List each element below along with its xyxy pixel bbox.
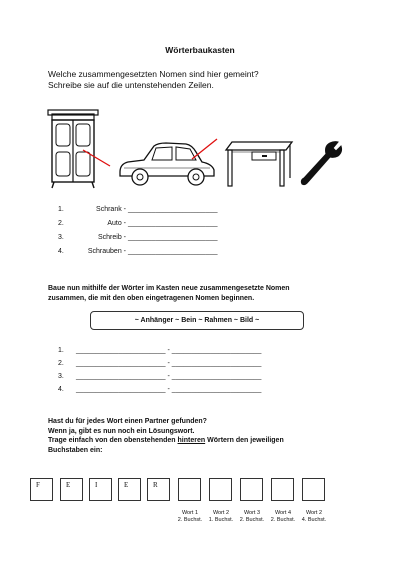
answer-line[interactable]: _______________________	[127, 220, 218, 227]
list-item: 4. Schrauben - _______________________	[58, 248, 218, 255]
caption-word-2: Wort 2 1. Buchst.	[208, 510, 234, 523]
answer-line[interactable]: _______________________	[127, 248, 218, 255]
page-title: Wörterbaukasten	[165, 45, 235, 55]
letter-box[interactable]	[302, 478, 325, 501]
answer-line[interactable]: _______________________	[76, 347, 166, 354]
answer-line[interactable]: _______________________	[171, 386, 262, 393]
wrench-picture	[298, 140, 344, 188]
list-item: 2. _______________________ - _______________________	[58, 360, 262, 367]
intro-line-2: Schreibe sie auf die untenstehenden Zeilen.	[48, 80, 214, 90]
caption-word-1: Wort 1 2. Buchst.	[177, 510, 203, 523]
caption-word-4: Wort 4 2. Buchst.	[270, 510, 296, 523]
list-item: 1. Schrank - _______________________	[58, 206, 218, 213]
list-item: 1. _______________________ - _______________________	[58, 347, 262, 354]
answer-line[interactable]: _______________________	[76, 386, 166, 393]
answer-line[interactable]: _______________________	[127, 234, 218, 241]
question-text: Hast du für jedes Wort einen Partner gefunden? Wenn ja, gibt es nun noch ein Lösungswort. Trage einfach von den obenstehenden hinteren Wörtern den jeweiligen Buchstaben ein:	[48, 418, 284, 454]
caption-word-2b: Wort 2 4. Buchst.	[301, 510, 327, 523]
letter-box[interactable]	[240, 478, 263, 501]
letter-box[interactable]: E	[118, 478, 141, 501]
car-pointer-line	[190, 137, 220, 161]
answer-line[interactable]: _______________________	[171, 360, 262, 367]
letter-box[interactable]: F	[30, 478, 53, 501]
list-item: 2. Auto - _______________________	[58, 220, 218, 227]
wardrobe-pointer-line	[82, 148, 112, 168]
list-item: 3. _______________________ - _______________________	[58, 373, 262, 380]
word-box: ~ Anhänger ~ Bein ~ Rahmen ~ Bild ~	[90, 311, 304, 330]
letter-box[interactable]: R	[147, 478, 170, 501]
answer-line[interactable]: _______________________	[76, 373, 166, 380]
instruction-paragraph: Baue nun mithilfe der Wörter im Kasten neue zusammengesetzte Nomen zusammen, die mit den oben eingetragenen Nomen beginnen.	[48, 285, 290, 302]
answer-line[interactable]: _______________________	[127, 206, 218, 213]
intro-line-1: Welche zusammengesetzten Nomen sind hier gemeint?	[48, 69, 259, 79]
letter-box[interactable]: I	[89, 478, 112, 501]
intro-text	[48, 69, 259, 91]
letter-box[interactable]: E	[60, 478, 83, 501]
answer-line[interactable]: _______________________	[171, 373, 262, 380]
letter-box[interactable]	[271, 478, 294, 501]
answer-line[interactable]: _______________________	[171, 347, 262, 354]
letter-box[interactable]	[209, 478, 232, 501]
list-item: 3. Schreib - _______________________	[58, 234, 218, 241]
list-item: 4. _______________________ - _______________________	[58, 386, 262, 393]
desk-picture	[224, 138, 296, 188]
letter-box[interactable]	[178, 478, 201, 501]
caption-word-3: Wort 3 2. Buchst.	[239, 510, 265, 523]
answer-line[interactable]: _______________________	[76, 360, 166, 367]
